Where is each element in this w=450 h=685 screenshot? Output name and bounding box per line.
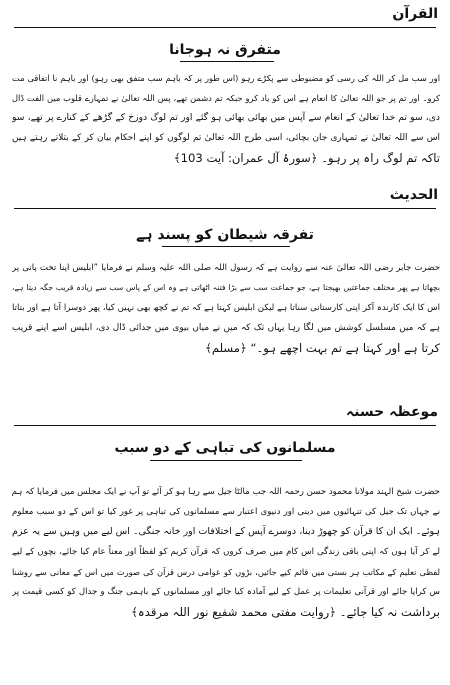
paragraph-line: اس کا ایک کارندہ آکر اپنی کارستانی سناتا ہے لیکن ابلیس کہتا ہے کہ تم نے کچھ بھی نہیں کیا، پھر دوسرا آتا ہے اور بتاتا xyxy=(12,303,440,313)
quran-heading: القرآن xyxy=(392,6,438,22)
paragraph-line: لے کر آیا ہوں کہ اپنی باقی زندگی اس کام میں صرف کروں کہ قرآن کریم کو لفظاً اور معناً عام کیا جائے، بچوں کے لیے xyxy=(12,547,440,557)
mauizah-paragraph xyxy=(12,482,440,622)
paragraph-line: برداشت نہ کیا جائے۔ ﴿روایت مفتی محمد شفیع نور اللہ مرقدہ﴾ xyxy=(131,605,440,619)
paragraph-line: ہے کہ میں مسلسل کوشش میں لگا رہا یہاں تک کہ میں نے میاں بیوی میں جدائی ڈال دی، ابلیس اسے اپنے قریب xyxy=(12,323,440,333)
hadith-title: تفرقہ شیطان کو پسند ہے xyxy=(136,227,314,243)
paragraph-line: س کرایا جائے اور قرآنی تعلیمات پر عمل کے لیے آمادہ کیا جائے اور مسلمانوں کے باہمی جنگ و جدال کو کسی قیمت پر xyxy=(12,587,440,597)
paragraph-line: کرو۔ اور تم پر جو اللہ تعالیٰ کا انعام ہے اس کو یاد کرو جبکہ تم دشمن تھے، پس اللہ تعالیٰ نے تمہارے قلوب میں الفت ڈال xyxy=(12,93,440,103)
quran-title: متفرق نہ ہوجانا xyxy=(169,42,281,58)
paragraph-line: بچھاتا ہے پھر مختلف جماعتیں بھیجتا ہے، جو جماعت سب سے بڑا فتنہ اٹھاتی ہے وہ اس کے پاس سب سے زیادہ قریب جگہ دیتا ہے، xyxy=(12,283,440,292)
hadith-title-underline xyxy=(162,246,290,247)
mauizah-heading-rule xyxy=(14,425,436,426)
paragraph-line: تاکہ تم لوگ راہ پر رہو۔ ﴿سورۂ آل عمران: آیت 103﴾ xyxy=(173,151,440,165)
hadith-heading-rule xyxy=(14,208,436,209)
quran-heading-rule xyxy=(14,27,436,28)
paragraph-line: اور سب مل کر اللہ کی رسی کو مضبوطی سے پکڑے رہو (اس طور پر کہ باہم سب متفق بھی رہو) اور باہم نا اتفاقی مت xyxy=(12,73,440,83)
paragraph-line: ہوئے۔ ایک ان کا قرآن کو چھوڑ دینا، دوسرے آپس کے اختلافات اور خانہ جنگی۔ اس لیے میں وہیں سے یہ عزم xyxy=(12,526,440,537)
mauizah-heading: موعظہ حسنہ xyxy=(346,404,438,420)
paragraph-line: اس سے اللہ تعالیٰ نے تمہاری جان بچائی، اسی طرح اللہ تعالیٰ تم لوگوں کو اپنے احکام بیان کر کے بتلاتے رہتے ہیں xyxy=(12,133,440,143)
paragraph-line: حضرت جابر رضی اللہ تعالیٰ عنہ سے روایت ہے کہ رسول اللہ صلی اللہ علیہ وسلم نے فرمایا ”ابلیس اپنا تخت پانی پر xyxy=(12,263,440,273)
paragraph-line: دی، سو تم خدا تعالیٰ کے انعام سے آپس میں بھائی بھائی ہو گئے اور تم لوگ دوزخ کے گڑھے کے کنارے پر تھے، سو xyxy=(12,112,440,123)
quran-title-underline xyxy=(180,61,274,62)
mauizah-title-underline xyxy=(150,460,302,461)
paragraph-line: لفظی تعلیم کے مکاتب ہر بستی میں قائم کیے جائیں، بڑوں کو عوامی درس قرآن کی صورت میں اس کے معانی سے روشنا xyxy=(12,567,440,577)
hadith-paragraph xyxy=(12,258,440,358)
paragraph-line: نے جہاں تک جیل کی تنہائیوں میں دینی اور دنیوی اعتبار سے مسلمانوں کی تباہی پر غور کیا تو اس کے دو سبب معلوم xyxy=(12,507,440,517)
paragraph-line: حضرت شیخ الہند مولانا محمود حسن رحمہ اللہ جب مالٹا جیل سے رہا ہو کر آئے تو آپ نے ایک مجلس میں فرمایا کہ ہم xyxy=(12,487,440,497)
paragraph-line: کرتا ہے اور کہتا ہے تم بہت اچھے ہو۔“ ﴿مسلم﴾ xyxy=(205,341,440,355)
mauizah-title: مسلمانوں کی تباہی کے دو سبب xyxy=(114,440,336,456)
quran-paragraph xyxy=(12,68,440,168)
hadith-heading: الحدیث xyxy=(389,187,438,203)
